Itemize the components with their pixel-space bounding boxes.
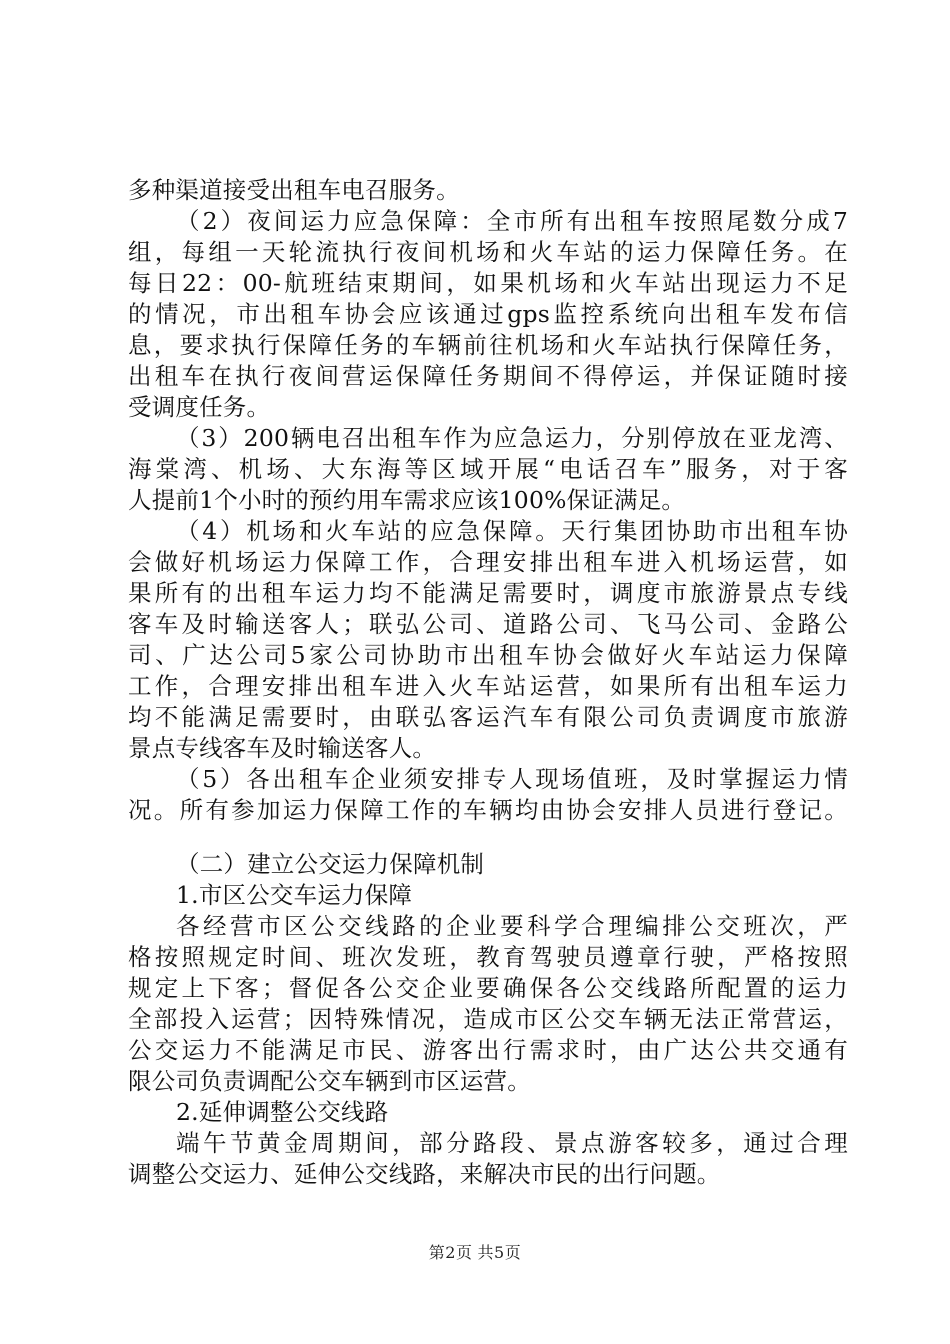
text-line: 组，每组一天轮流执行夜间机场和火车站的运力保障任务。在 (128, 238, 848, 266)
text-line: （4）机场和火车站的应急保障。天行集团协助市出租车协 (176, 517, 848, 545)
text-line: 每日22：00-航班结束期间，如果机场和火车站出现运力不足 (128, 269, 848, 297)
text-line: 海棠湾、机场、大东海等区域开展“电话召车”服务，对于客 (128, 455, 848, 483)
text-line: 公交运力不能满足市民、游客出行需求时，由广达公共交通有 (128, 1036, 848, 1064)
text-line: 限公司负责调配公交车辆到市区运营。 (128, 1067, 531, 1095)
text-line: 司、广达公司5家公司协助市出租车协会做好火车站运力保障 (128, 641, 848, 669)
subsection-heading: 2.延伸调整公交线路 (176, 1098, 389, 1126)
text-line: 全部投入运营；因特殊情况，造成市区公交车辆无法正常营运， (128, 1005, 848, 1033)
text-line: 规定上下客；督促各公交企业要确保各公交线路所配置的运力 (128, 974, 848, 1002)
text-line: 端午节黄金周期间，部分路段、景点游客较多，通过合理 (176, 1129, 848, 1157)
text-line: 调整公交运力、延伸公交线路，来解决市民的出行问题。 (128, 1160, 721, 1188)
text-line: 均不能满足需要时，由联弘客运汽车有限公司负责调度市旅游 (128, 703, 848, 731)
page-number: 第2页 (428, 1243, 473, 1262)
section-heading: （二）建立公交运力保障机制 (176, 850, 485, 878)
text-line: 景点专线客车及时输送客人。 (128, 734, 437, 762)
text-line: （3）200辆电召出租车作为应急运力，分别停放在亚龙湾、 (176, 424, 848, 452)
text-line: 会做好机场运力保障工作，合理安排出租车进入机场运营，如 (128, 548, 848, 576)
text-line: 客车及时输送客人；联弘公司、道路公司、飞马公司、金路公 (128, 610, 848, 638)
text-line: 的情况，市出租车协会应该通过gps监控系统向出租车发布信 (128, 300, 848, 328)
text-line: 各经营市区公交线路的企业要科学合理编排公交班次，严 (176, 912, 848, 940)
text-line: （2）夜间运力应急保障：全市所有出租车按照尾数分成7 (176, 207, 848, 235)
text-line: 果所有的出租车运力均不能满足需要时，调度市旅游景点专线 (128, 579, 848, 607)
text-line: 受调度任务。 (128, 393, 271, 421)
page-total: 共5页 (477, 1243, 522, 1262)
text-line: 人提前1个小时的预约用车需求应该100%保证满足。 (128, 486, 686, 514)
text-line: 况。所有参加运力保障工作的车辆均由协会安排人员进行登记。 (128, 796, 848, 824)
text-line: 格按照规定时间、班次发班，教育驾驶员遵章行驶，严格按照 (128, 943, 848, 971)
text-line: 息，要求执行保障任务的车辆前往机场和火车站执行保障任务， (128, 331, 848, 359)
page-footer (0, 1243, 950, 1263)
text-line: （5）各出租车企业须安排专人现场值班，及时掌握运力情 (176, 765, 848, 793)
text-line: 多种渠道接受出租车电召服务。 (128, 176, 460, 204)
text-line: 出租车在执行夜间营运保障任务期间不得停运，并保证随时接 (128, 362, 848, 390)
subsection-heading: 1.市区公交车运力保障 (176, 881, 413, 909)
text-line: 工作，合理安排出租车进入火车站运营，如果所有出租车运力 (128, 672, 848, 700)
